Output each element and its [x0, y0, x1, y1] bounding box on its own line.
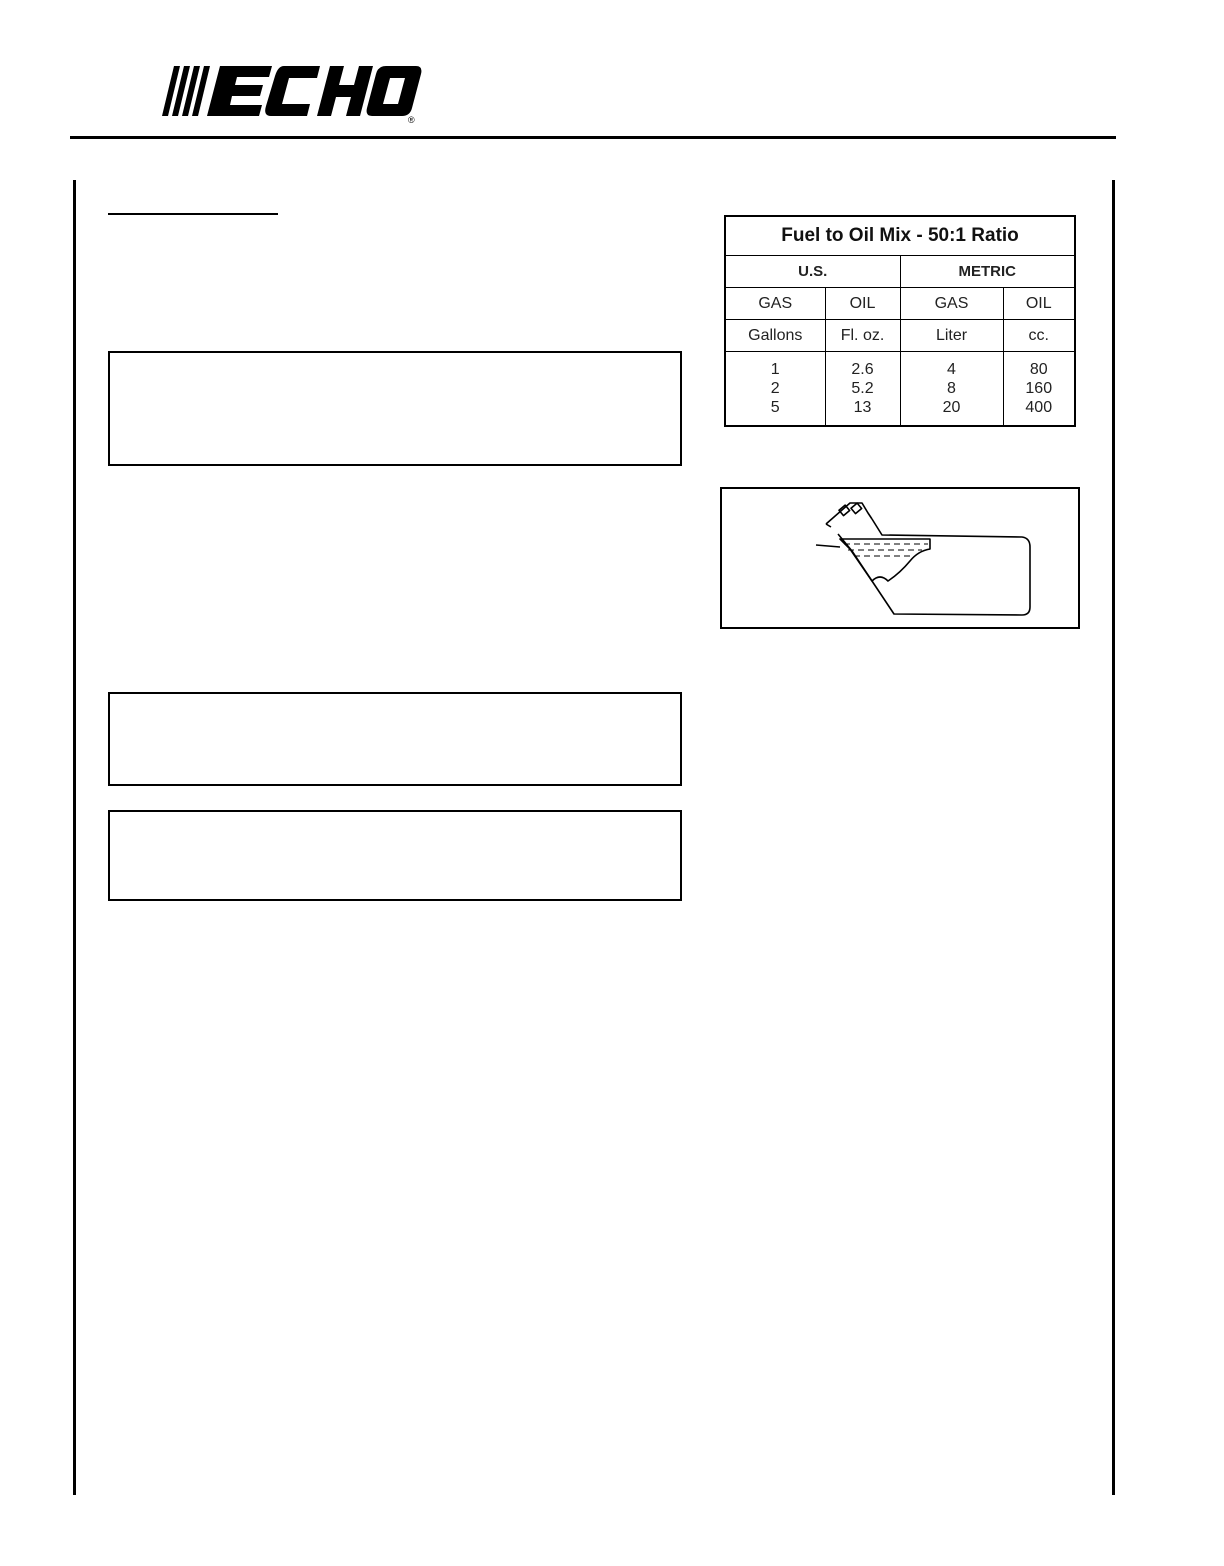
oil-us-values [825, 352, 900, 427]
region-us: U.S. [725, 256, 900, 288]
registered-mark: ® [408, 115, 415, 124]
notice-box-3 [108, 810, 682, 901]
echo-logo [160, 64, 422, 124]
value: 1 [770, 361, 780, 378]
oil-metric-values [1003, 352, 1075, 427]
value: 400 [1025, 399, 1053, 416]
gas-us-values [725, 352, 825, 427]
value: 2 [770, 380, 780, 397]
region-metric: METRIC [900, 256, 1075, 288]
header-rule [70, 136, 1116, 139]
header-gas-metric: GAS [900, 288, 1003, 320]
gas-metric-values [900, 352, 1003, 427]
header-gas-us: GAS [725, 288, 825, 320]
value: 80 [1029, 361, 1048, 378]
value: 2.6 [851, 361, 874, 378]
section-title-underline [108, 213, 278, 215]
unit-fl-oz: Fl. oz. [825, 320, 900, 352]
fuel-can-icon [722, 489, 1082, 631]
value: 5.2 [851, 380, 874, 397]
header-oil-us: OIL [825, 288, 900, 320]
fuel-can-figure [720, 487, 1080, 629]
value: 5 [770, 399, 780, 416]
value: 4 [947, 361, 956, 378]
value: 13 [853, 399, 872, 416]
notice-box-2 [108, 692, 682, 786]
fuel-mix-table [724, 215, 1076, 427]
unit-gallons: Gallons [725, 320, 825, 352]
value: 20 [942, 399, 961, 416]
notice-box-1 [108, 351, 682, 466]
unit-cc: cc. [1003, 320, 1075, 352]
value: 160 [1025, 380, 1053, 397]
value: 8 [947, 380, 956, 397]
fuel-table-title: Fuel to Oil Mix - 50:1 Ratio [725, 216, 1075, 256]
right-margin-rule [1112, 180, 1115, 1495]
header-oil-metric: OIL [1003, 288, 1075, 320]
left-margin-rule [73, 180, 76, 1495]
unit-liter: Liter [900, 320, 1003, 352]
